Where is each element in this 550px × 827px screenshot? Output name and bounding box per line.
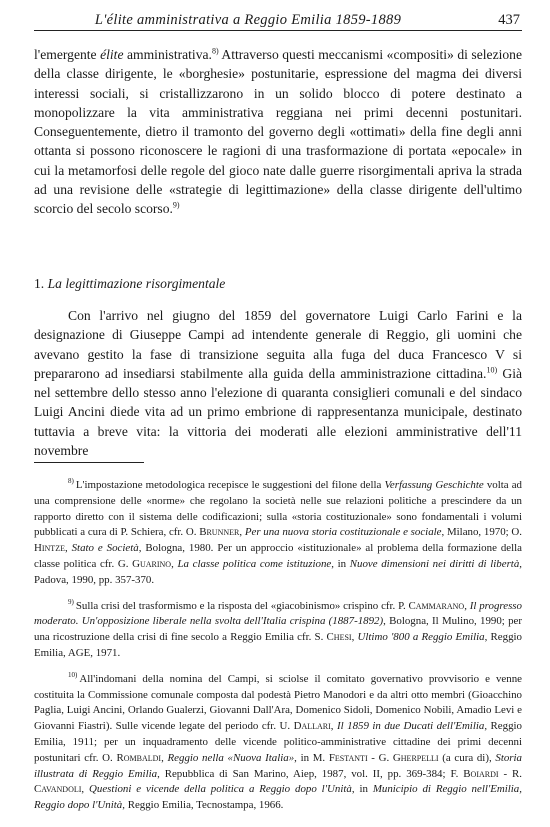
fn10-a: All'indomani della nomina del Campi, si sciolse il comitato governativo provvisorio e venne costituita la Commissione comunale composta dal podestà Pietro Manodori e da altri otto membri (Gioacchino Paglia, Luigi Ancini, Orlando Gualerzi, Giovanni Dall'Ara, Domenico Sidoli, Domenico Nobili, Amadio Levi e Giovanni Fiastri). Sulle vicende legate del periodo cfr. U. <box>34 672 522 733</box>
fn10-d: Il 1859 in due Ducati dell'Emilia <box>337 720 485 733</box>
fn8-n: La classe politica come istituzione <box>177 557 332 570</box>
fn8-p: Nuove dimensioni nei diritti di libertà <box>349 557 520 570</box>
fn10-e: , Reggio Emilia, 1911; per un inquadramento delle vicende politico-amministrative cittadine dei primi decenni postunitari cfr. O. <box>34 720 522 764</box>
fn8-i: , <box>64 542 72 555</box>
intro-text-elite: élite <box>100 47 124 62</box>
footnote-separator <box>34 462 144 463</box>
section-title: La legittimazione risorgimentale <box>47 276 226 291</box>
footnote-8 <box>34 478 522 589</box>
fn9-c: , <box>464 599 470 612</box>
fn8-c: volta ad una comprensione delle «norme» che regolano la società nelle sue relazioni politiche a prescindere da un rapporto diretto con il sistema delle codificazioni; sulla «storia costituzionale» sono fondamentali i volumi pubblicati a cura di P. Schiera, cfr. O. <box>34 479 522 539</box>
fn10-h: Reggio nella «Nuova Italia» <box>167 751 295 764</box>
footnote-10 <box>34 672 522 814</box>
fn8-j: Stato e Società <box>71 542 139 555</box>
fn9-h: Ultimo '800 a Reggio Emilia <box>357 631 485 644</box>
fn10-p: Questioni e vicende della politica a Reggio dopo l'Unità <box>89 783 352 796</box>
section-text-1: Con l'arrivo nel giugno del 1859 del governatore Luigi Carlo Farini e la designazione di Giuseppe Campi ad intendente generale di Reggio, gli uomini che avevano gestito la fase di transizione seguita alla fuga del duca Francesco V si prepararono ad insediarsi stabilmente alla guida della amministrazione cittadina. <box>34 308 522 381</box>
running-title: L'élite amministrativa a Reggio Emilia 1859-1889 <box>94 12 402 28</box>
fn8-k: , Bologna, 1980. Per un approccio «istituzionale» al problema della formazione della classe politica cfr. G. <box>34 542 522 570</box>
footnote-ref-8[interactable]: 8) <box>211 46 219 56</box>
fn9-g: , <box>351 631 358 644</box>
fn10-s: , Reggio Emilia, Tecnostampa, 1966. <box>122 799 284 812</box>
intro-text-2: Attraverso questi meccanismi «compositi» di selezione della classe dirigente, le «borghesie» postunitarie, espressione del magma dei diversi interessi sociali, si cristallizzarono in un solido blocco di potere destinato a monopolizzare la vita amministrativa reggiana nei primi decenni postunitari. Conseguentemente, dietro il tramonto del governo degli «ottimati» della fine degli anni ottanta si possono riconoscere le ragioni di una trasformazione di portata «epocale» in cui la metamorfosi delle regole del gioco nate dalle guerre risorgimentali apriva la strada ad una revisione delle «strategie di legittimazione» della classe dirigente dell'ultimo scorcio del secolo scorso. <box>34 47 523 217</box>
section-number: 1. <box>34 276 45 291</box>
fn10-m: , Repubblica di San Marino, Aiep, 1987, vol. II, pp. 369-384; F. <box>157 767 464 780</box>
fn10-c: , <box>330 720 337 733</box>
section-heading <box>34 274 522 293</box>
fn10-k: (a cura di), <box>438 751 496 764</box>
footnote-mark-9: 9) <box>68 597 74 606</box>
fn9-b: Cammarano <box>408 599 465 612</box>
fn10-r: Municipio di Reggio nell'Emilia, Reggio dopo l'Unità <box>34 783 522 812</box>
fn8-b: Verfassung Geschichte <box>384 479 484 491</box>
fn10-n: Boiardi - R. Cavandoli <box>34 767 522 796</box>
section-paragraph <box>34 306 522 460</box>
running-head <box>34 8 522 31</box>
footnote-ref-10[interactable]: 10) <box>486 365 498 375</box>
fn10-o: , <box>81 783 90 796</box>
fn10-i: , in M. <box>294 751 329 764</box>
fn8-g: , Milano, 1970; O. <box>441 526 522 539</box>
fn8-f: Per una nuova storia costituzionale e sociale <box>244 526 442 539</box>
fn10-f: Rombaldi <box>116 751 162 764</box>
footnote-9 <box>34 599 522 662</box>
fn8-h: Hintze <box>34 542 65 555</box>
fn10-l: Storia illustrata di Reggio Emilia <box>34 751 523 780</box>
footnote-ref-9[interactable]: 9) <box>172 200 180 210</box>
fn10-j: Festanti - G. Gherpelli <box>328 751 439 764</box>
intro-text-1: l'emergente <box>34 47 101 62</box>
fn9-f: Chesi <box>326 631 352 644</box>
fn8-d: Brunner <box>199 526 240 539</box>
fn10-g: , <box>161 751 168 764</box>
fn9-a: Sulla crisi del trasformismo e la risposta del «giacobinismo» crispino cfr. P. <box>75 599 409 612</box>
fn10-b: Dallari <box>293 720 331 733</box>
fn9-i: , Reggio Emilia, AGE, 1971. <box>34 631 522 659</box>
footnotes <box>34 478 522 824</box>
footnote-mark-10: 10) <box>68 671 78 680</box>
fn9-e: , Bologna, Il Mulino, 1990; per una ricostruzione della crisi di fine secolo a Reggio Emilia cfr. S. <box>34 615 523 644</box>
footnote-mark-8: 8) <box>68 477 74 486</box>
fn8-q: , Padova, 1990, pp. 357-370. <box>34 557 523 586</box>
fn8-o: , in <box>331 557 350 570</box>
fn8-a: L'impostazione metodologica recepisce le suggestioni del filone della <box>75 479 385 491</box>
intro-text-1b: amministrativa. <box>123 47 212 62</box>
fn8-l: Guarino <box>132 557 172 570</box>
page-number: 437 <box>498 12 520 28</box>
fn8-e: , <box>239 526 245 539</box>
section-text-2: Già nel settembre dello stesso anno l'elezione di quaranta consiglieri comunali e del sindaco Luigi Ancini diede vita ad un primo embrione di rappresentanza municipale, destinato tuttavia a breve vita: la vittoria dei moderati alle elezioni amministrative dell'11 novembre <box>34 365 523 459</box>
intro-paragraph <box>34 45 522 219</box>
fn10-q: , in <box>351 783 373 796</box>
fn8-m: , <box>171 557 178 570</box>
fn9-d: Il progresso moderato. Un'opposizione liberale nella svolta dell'Italia crispina (1887-1892) <box>34 599 522 628</box>
